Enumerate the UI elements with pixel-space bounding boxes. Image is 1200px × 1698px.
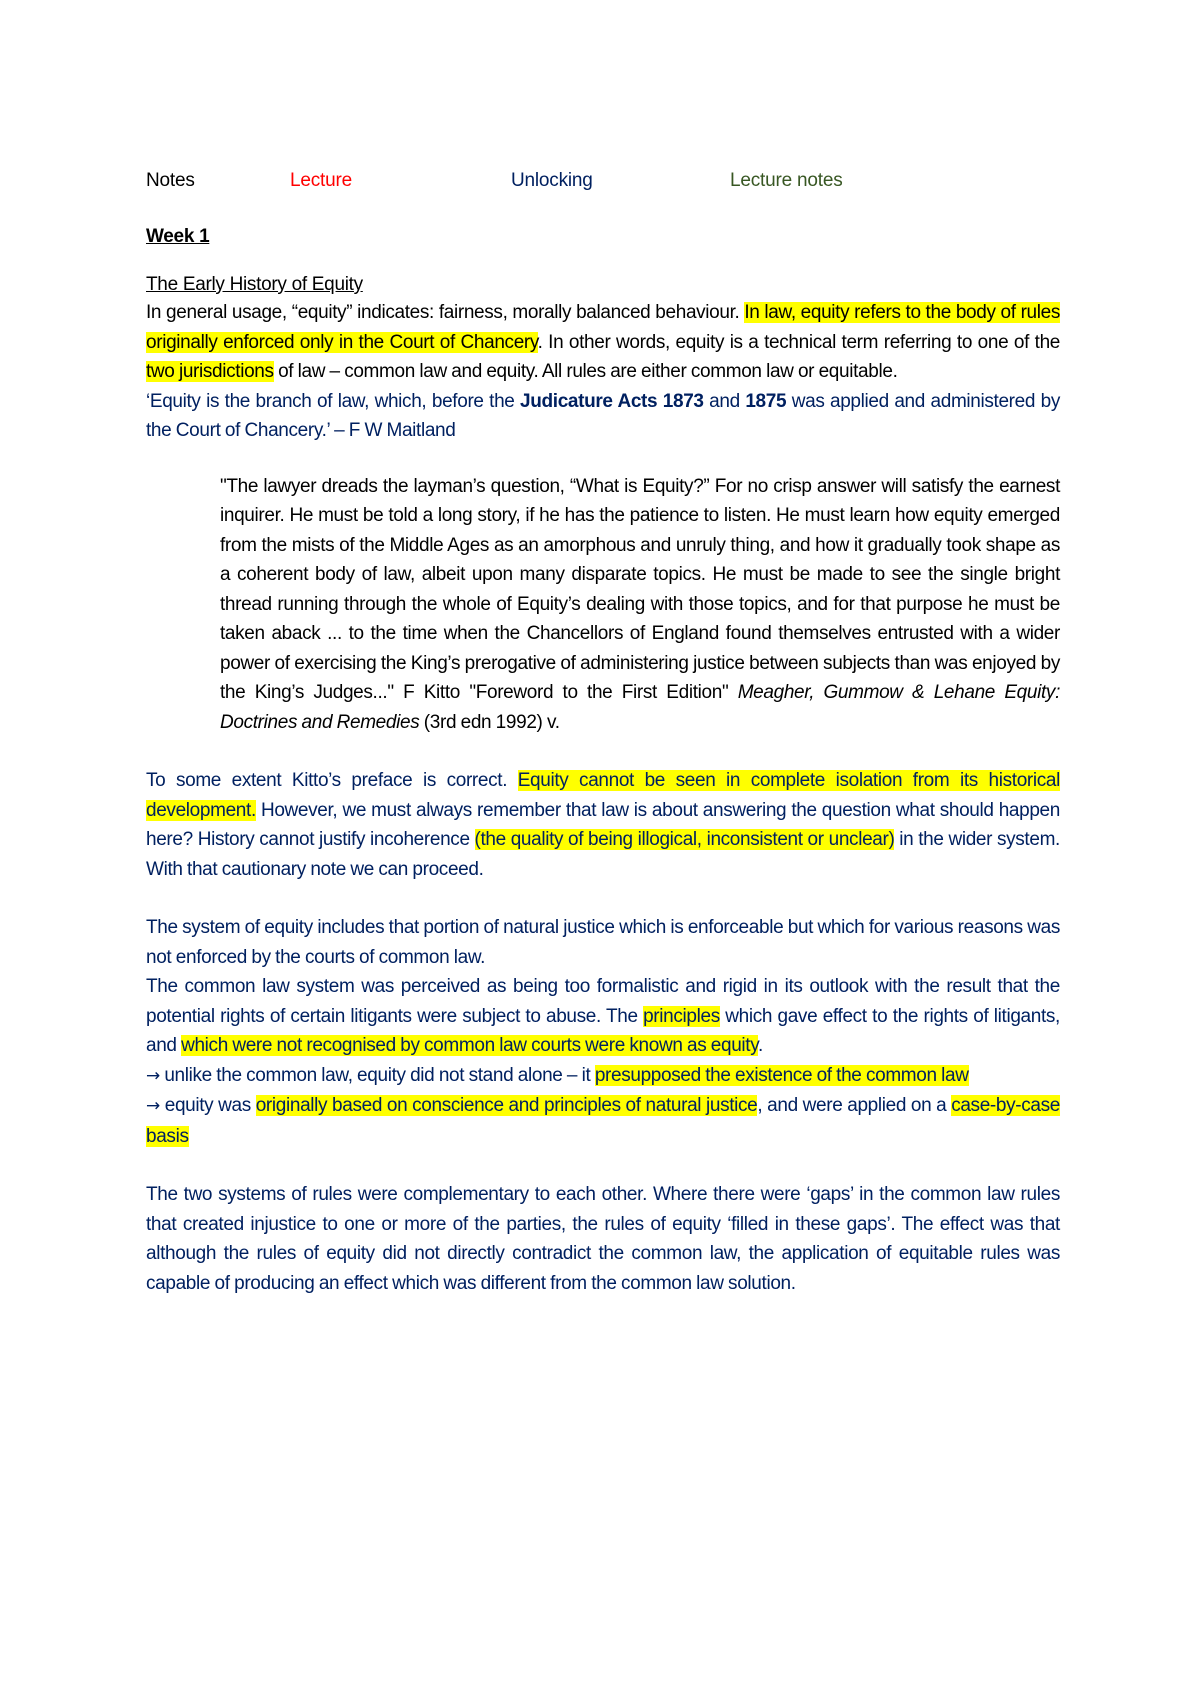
arrow-icon: → [146, 1096, 160, 1116]
text-run: The system of equity includes that portion of natural justice which is enforceable but which for various reasons was not enforced by the courts of common law. [146, 917, 1060, 968]
highlighted-text: originally based on conscience and principles of natural justice [255, 1095, 758, 1116]
week-heading: Week 1 [146, 226, 210, 247]
highlighted-text: two jurisdictions [146, 361, 274, 382]
highlighted-text: principles [643, 1005, 720, 1027]
document-page [146, 170, 1060, 1298]
highlighted-text: case-by-case basis [146, 1095, 1060, 1147]
text-run: ‘Equity is the branch of law, which, before the [146, 390, 521, 412]
italic-citation: Meagher, Gummow & Lehane Equity: Doctrines and Remedies [220, 682, 1061, 733]
text-run: In general usage, “equity” indicates: fairness, morally balanced behaviour. [146, 302, 745, 323]
maitland-quote [146, 387, 1060, 446]
section-title: The Early History of Equity [146, 274, 363, 295]
legend-notes: Notes [146, 170, 195, 191]
paragraph-system-of-equity [146, 913, 1060, 972]
bullet-item [146, 1061, 1060, 1092]
text-run: , and were applied on a [757, 1095, 952, 1116]
text-run: unlike the common law, equity did not stand alone – it [159, 1064, 595, 1086]
legend-lecture: Lecture [290, 170, 352, 191]
text-run: and [703, 390, 746, 412]
text-run: (3rd edn 1992) v. [419, 711, 560, 733]
arrow-icon: → [146, 1065, 160, 1086]
text-run: . [757, 1035, 763, 1056]
paragraph-kitto-comment [146, 766, 1060, 884]
text-run: equity was [159, 1095, 256, 1116]
highlighted-text: Equity cannot be seen in complete isolation from its historical development. [146, 770, 1060, 821]
legend-lecture-notes: Lecture notes [730, 170, 843, 191]
paragraph-definition [146, 298, 1060, 387]
text-run: "The lawyer dreads the layman’s question, “What is Equity?” For no crisp answer will satisfy the earnest inquirer. He must be told a long story, if he has the patience to listen. He must learn how equity emerged from the mists of the Middle Ages as an amorphous and unruly thing, and how it gradually took shape as a coherent body of law, albeit upon many disparate topics. He must be made to see the single bright thread running through the whole of Equity’s dealing with those topics, and for that purpose he must be taken aback ... to the time when the Chancellors of England found themselves entrusted with a wider power of exercising the King’s prerogative of administering justice between subjects than was enjoyed by the King’s Judges..." F Kitto "Foreword to the First Edition" [220, 475, 1060, 703]
text-run: To some extent Kitto’s preface is correct. [146, 770, 518, 791]
text-run: The common law system was perceived as being too formalistic and rigid in its outlook with the result that the potential rights of certain litigants were subject to abuse. The [146, 976, 1060, 1027]
text-run: However, we must always remember that law is about answering the question what should happen here? History cannot justify incoherence [146, 799, 1060, 850]
text-run: in the wider system. With that cautionary note we can proceed. [146, 829, 1060, 880]
text-run: which gave effect to the rights of litigants, and [146, 1005, 1060, 1056]
text-run: of law – common law and equity. All rules are either common law or equitable. [273, 361, 898, 382]
kitto-block-quote [220, 472, 1060, 738]
legend-unlocking: Unlocking [511, 170, 593, 191]
bold-text: Judicature Acts 1873 [520, 390, 704, 412]
highlighted-text: In law, equity refers to the body of rules originally enforced only in the Court of Chancery [146, 302, 1060, 353]
bold-text: 1875 [745, 390, 787, 412]
text-run: was applied and administered by the Court of Chancery.’ – F W Maitland [146, 390, 1060, 441]
highlighted-text: presupposed the existence of the common law [594, 1064, 969, 1086]
highlighted-text: which were not recognised by common law courts were known as equity [181, 1035, 758, 1056]
bullet-item [146, 1091, 1060, 1151]
paragraph-common-law-system [146, 972, 1060, 1061]
paragraph-complementary-systems: The two systems of rules were complementary to each other. Where there were ‘gaps’ in the common law rules that created injustice to one or more of the parties, the rules of equity ‘filled in these gaps’. The effect was that although the rules of equity did not directly contradict the common law, the application of equitable rules was capable of producing an effect which was different from the common law solution. [146, 1184, 1060, 1294]
highlighted-text: (the quality of being illogical, inconsistent or unclear) [474, 829, 895, 850]
text-run: . In other words, equity is a technical term referring to one of the [537, 331, 1061, 353]
color-legend [146, 170, 1060, 200]
